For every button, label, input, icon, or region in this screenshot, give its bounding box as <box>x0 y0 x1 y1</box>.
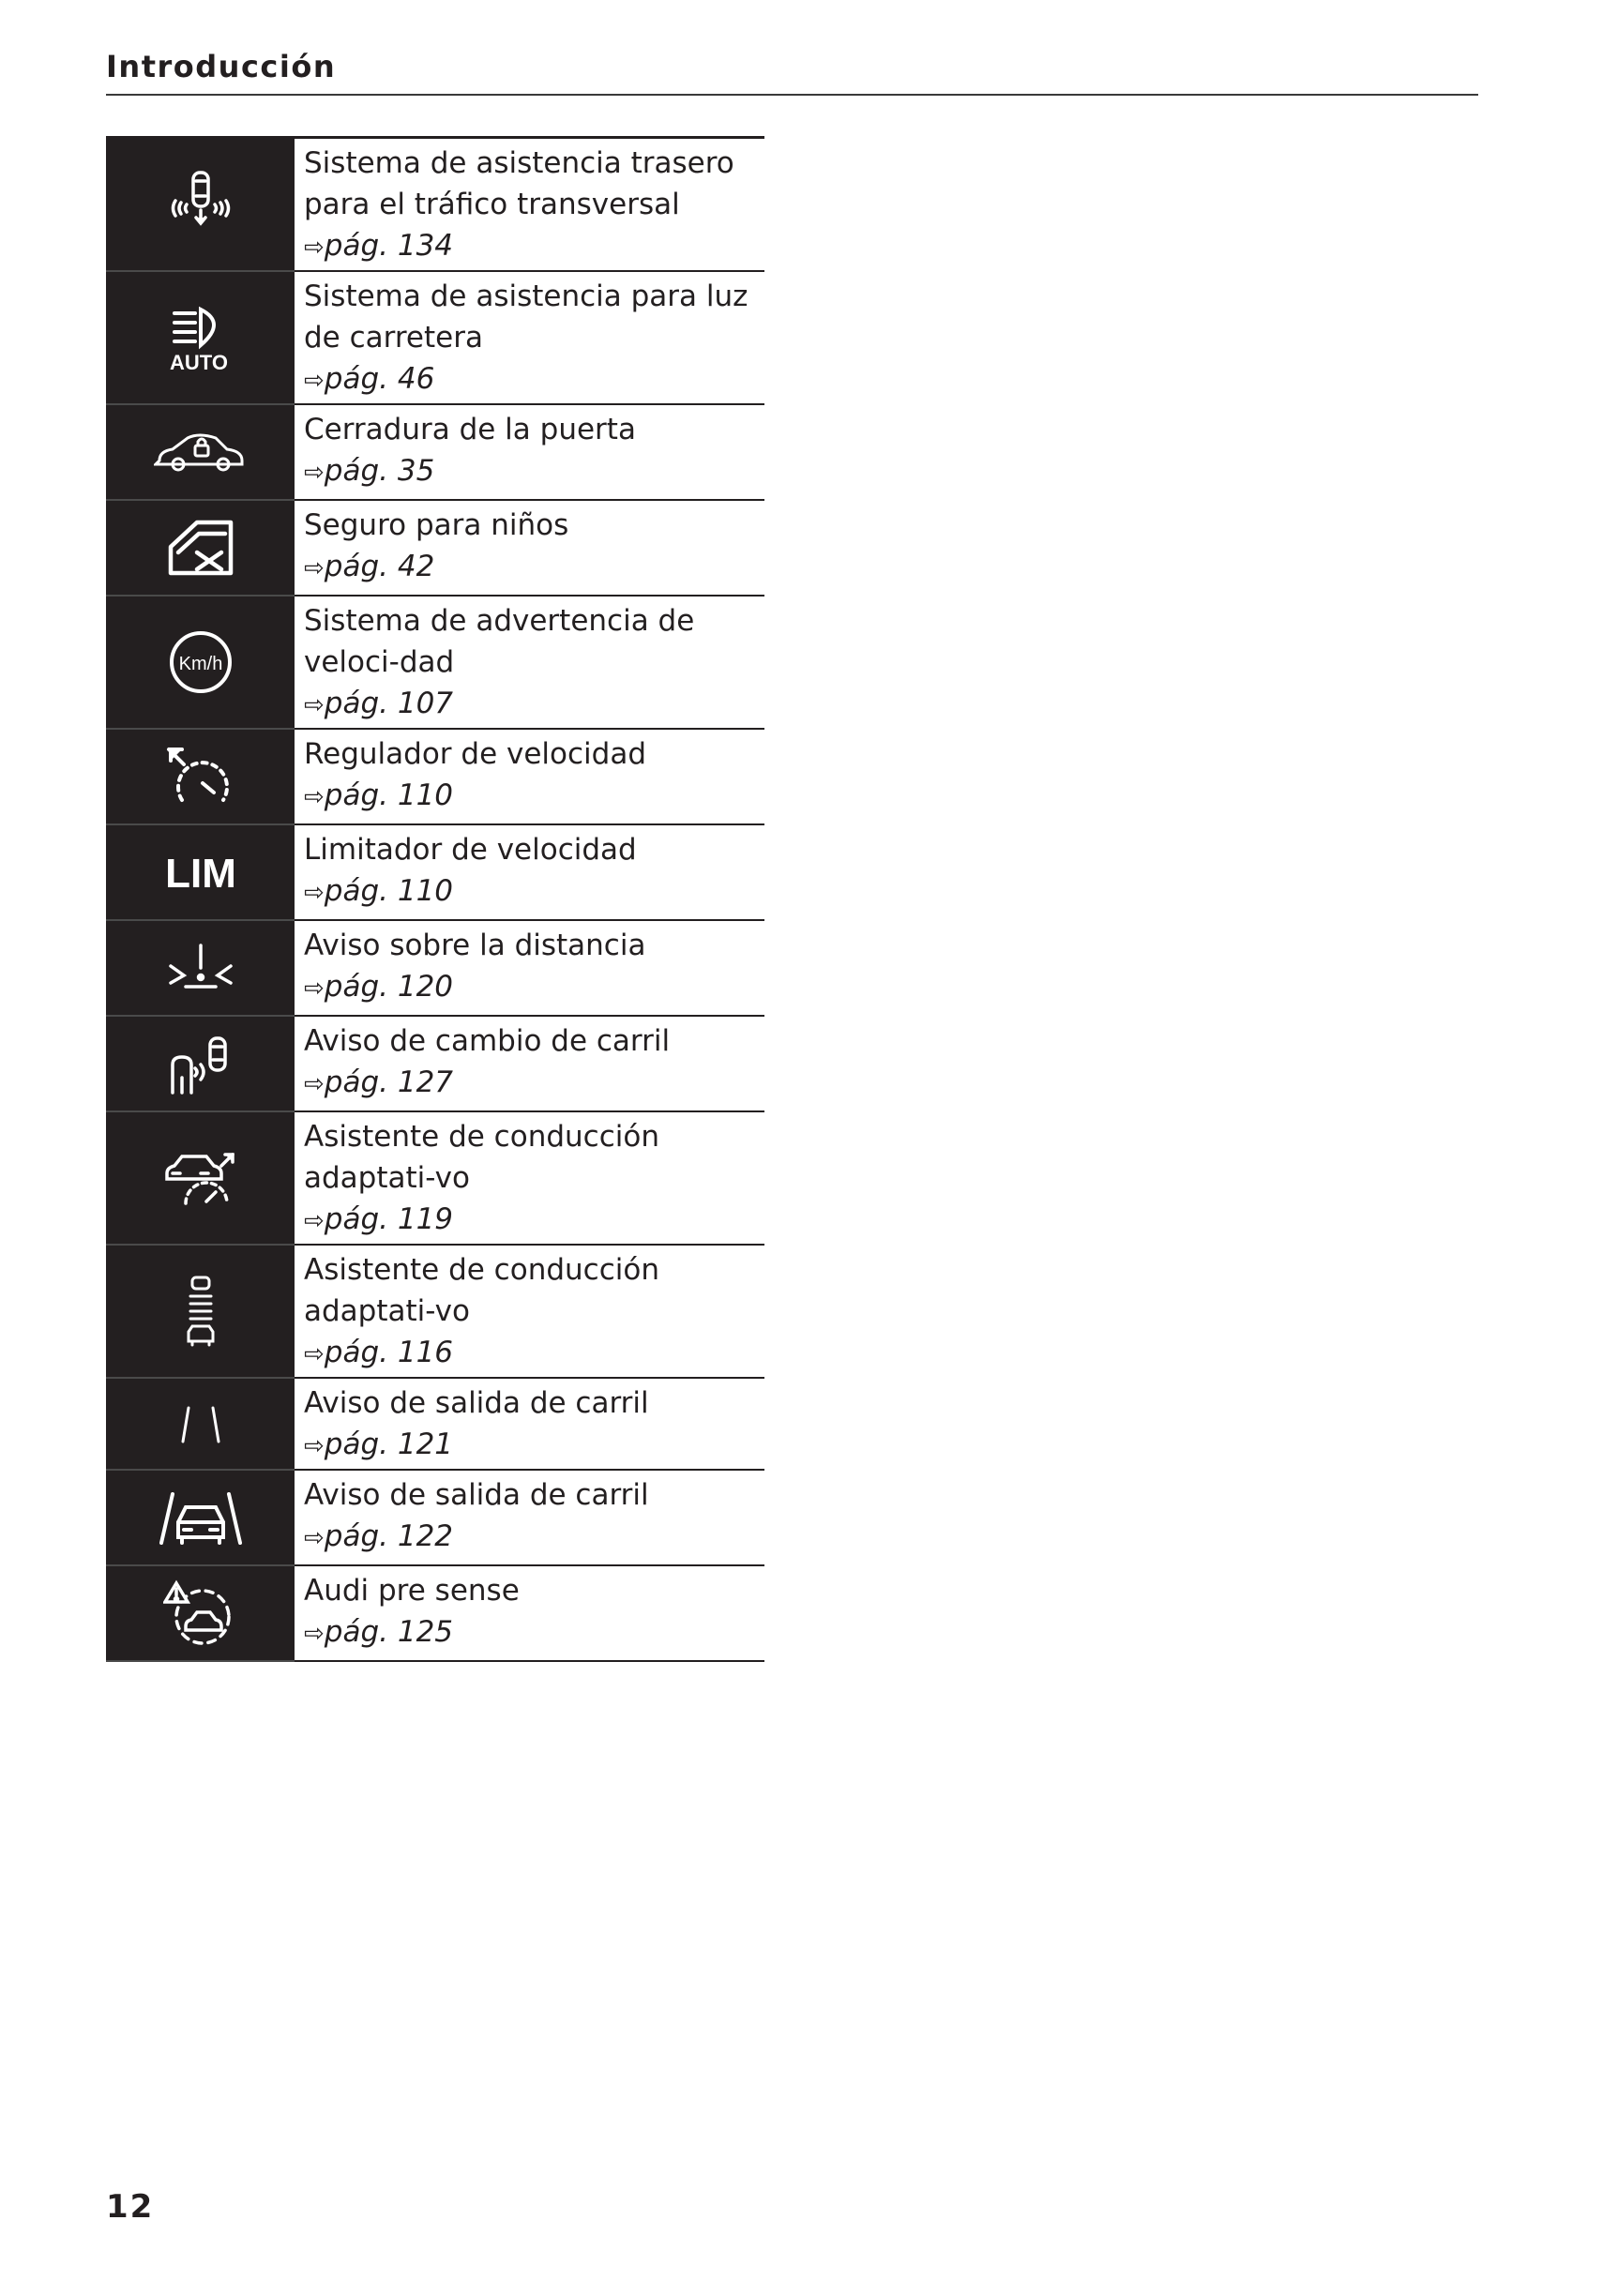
high-beam-assist-auto-icon <box>106 272 295 405</box>
adaptive-driving-distance-icon <box>106 1246 295 1379</box>
arrow-icon: ⇨ <box>304 459 325 487</box>
row-description: Aviso de salida de carril <box>304 1386 649 1420</box>
table-row <box>106 272 764 405</box>
svg-text:Km/h: Km/h <box>178 654 222 674</box>
table-row <box>106 405 764 501</box>
page-number: 12 <box>106 2188 155 2226</box>
arrow-icon: ⇨ <box>304 1524 325 1552</box>
table-row <box>106 1246 764 1379</box>
car-lock-icon <box>106 405 295 501</box>
arrow-icon: ⇨ <box>304 554 325 582</box>
page-reference[interactable]: ⇨pág. 122 <box>304 1519 454 1553</box>
table-row <box>106 139 764 272</box>
arrow-icon: ⇨ <box>304 1207 325 1235</box>
page-reference[interactable]: ⇨pág. 110 <box>304 874 454 908</box>
row-description: Aviso sobre la distancia <box>304 929 646 962</box>
table-row <box>106 730 764 825</box>
row-description: Cerradura de la puerta <box>304 413 636 446</box>
row-description: Audi pre sense <box>304 1574 520 1608</box>
lane-departure-car-icon <box>106 1471 295 1566</box>
arrow-icon: ⇨ <box>304 691 325 719</box>
row-description: Sistema de asistencia para luz de carretera <box>304 279 749 355</box>
page-header-title: Introducción <box>106 49 337 84</box>
row-description: Regulador de velocidad <box>304 737 647 771</box>
row-description: Asistente de conducción adaptati-vo <box>304 1253 659 1328</box>
arrow-icon: ⇨ <box>304 1070 325 1098</box>
table-row <box>106 1379 764 1471</box>
row-description: Aviso de salida de carril <box>304 1478 649 1512</box>
table-row <box>106 1017 764 1112</box>
distance-warning-icon <box>106 921 295 1017</box>
speed-warning-icon <box>106 597 295 730</box>
row-description: Limitador de velocidad <box>304 833 637 867</box>
arrow-icon: ⇨ <box>304 1620 325 1648</box>
audi-pre-sense-icon <box>106 1566 295 1662</box>
page-reference[interactable]: ⇨pág. 46 <box>304 362 435 396</box>
table-row <box>106 1471 764 1566</box>
page-reference[interactable]: ⇨pág. 110 <box>304 778 454 812</box>
adaptive-driving-assist-icon <box>106 1112 295 1246</box>
table-row <box>106 501 764 597</box>
row-description: Sistema de advertencia de veloci-dad <box>304 604 695 679</box>
page-reference[interactable]: ⇨pág. 134 <box>304 229 454 263</box>
arrow-icon: ⇨ <box>304 1340 325 1368</box>
table-row <box>106 825 764 921</box>
arrow-icon: ⇨ <box>304 367 325 395</box>
arrow-icon: ⇨ <box>304 783 325 811</box>
row-description: Seguro para niños <box>304 508 569 542</box>
table-row <box>106 921 764 1017</box>
page-reference[interactable]: ⇨pág. 127 <box>304 1065 454 1099</box>
page-reference[interactable]: ⇨pág. 42 <box>304 550 435 583</box>
arrow-icon: ⇨ <box>304 974 325 1003</box>
table-row <box>106 1566 764 1662</box>
row-description: Sistema de asistencia trasero para el tráfico transversal <box>304 146 734 221</box>
page-reference[interactable]: ⇨pág. 107 <box>304 687 454 720</box>
arrow-icon: ⇨ <box>304 879 325 907</box>
table-row <box>106 1112 764 1246</box>
lane-departure-icon <box>106 1379 295 1471</box>
svg-text:AUTO: AUTO <box>169 351 228 374</box>
page-reference[interactable]: ⇨pág. 120 <box>304 970 454 1004</box>
header-divider <box>106 94 1478 96</box>
arrow-icon: ⇨ <box>304 1432 325 1460</box>
page-reference[interactable]: ⇨pág. 119 <box>304 1202 454 1236</box>
page-reference[interactable]: ⇨pág. 125 <box>304 1615 454 1649</box>
child-lock-icon <box>106 501 295 597</box>
indicator-table <box>106 136 764 1662</box>
table-row <box>106 597 764 730</box>
page-reference[interactable]: ⇨pág. 116 <box>304 1336 454 1369</box>
lane-change-warning-icon <box>106 1017 295 1112</box>
page-reference[interactable]: ⇨pág. 35 <box>304 454 435 488</box>
speed-limiter-icon <box>106 825 295 921</box>
svg-text:LIM: LIM <box>164 851 236 897</box>
rear-cross-traffic-icon <box>106 139 295 272</box>
page-reference[interactable]: ⇨pág. 121 <box>304 1427 454 1461</box>
row-description: Asistente de conducción adaptati-vo <box>304 1120 659 1195</box>
cruise-control-icon <box>106 730 295 825</box>
arrow-icon: ⇨ <box>304 234 325 262</box>
row-description: Aviso de cambio de carril <box>304 1024 671 1058</box>
